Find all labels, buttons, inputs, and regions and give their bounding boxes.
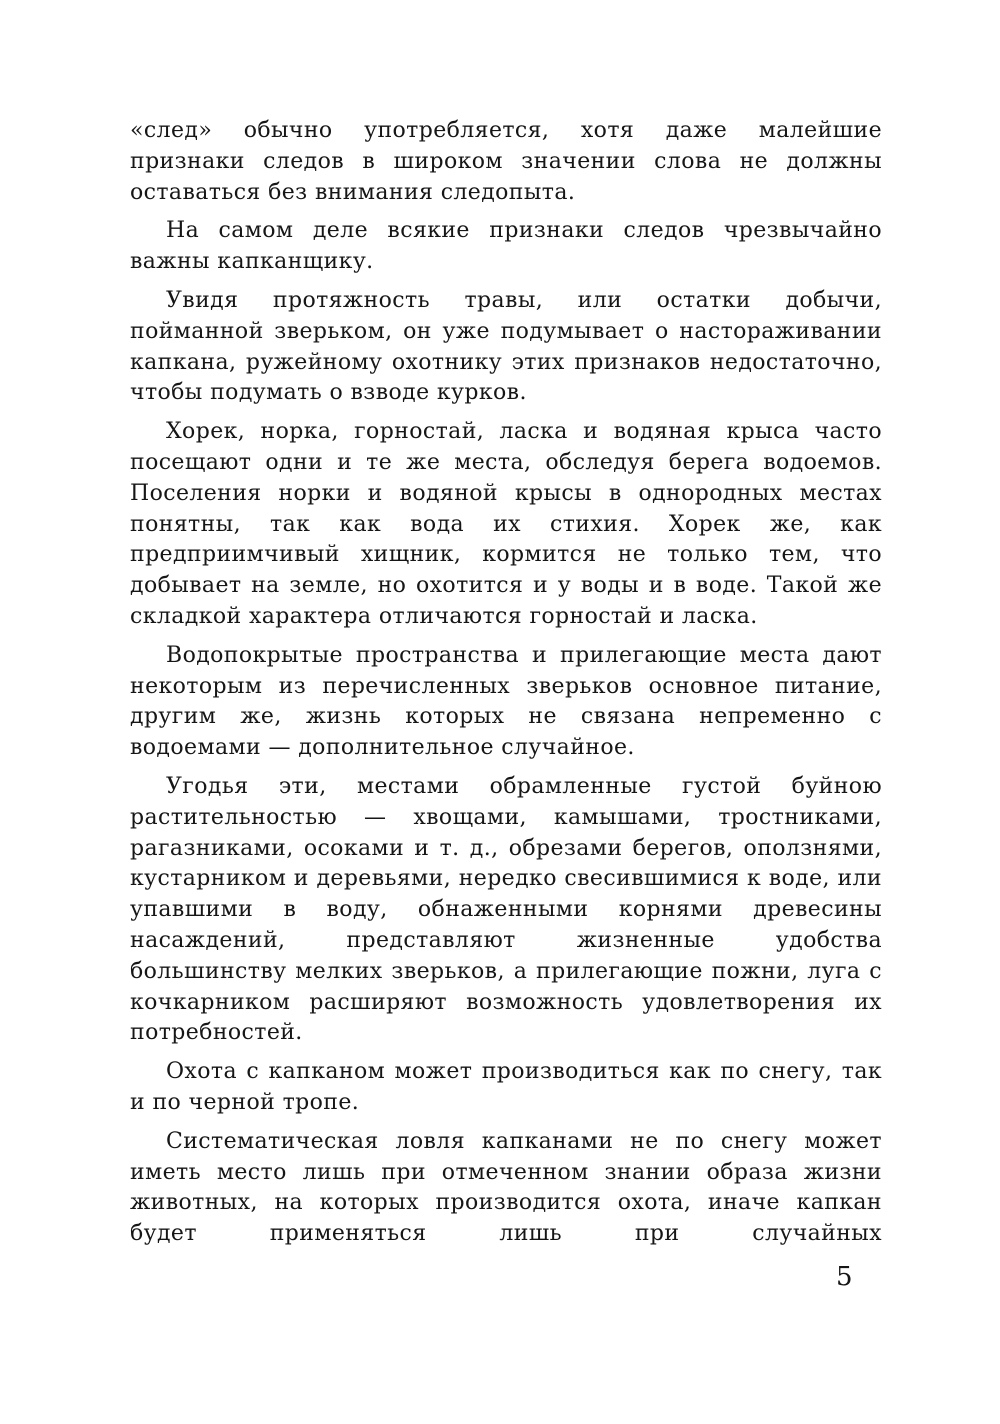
paragraph-8: Систематическая ловля капканами не по снегу может иметь место лишь при отмеченном знании образа жизни животных, на которых производится охота, иначе капкан будет применяться лишь при случайных xyxy=(130,1128,882,1247)
paragraph-6: Угодья эти, местами обрамленные густой буйною растительностью — хвощами, камышами, тростниками, рагазниками, осоками и т. д., обрезами берегов, оползнями, кустарником и деревьями, нередко свесившимися к воде, или упавшими в воду, обнаженными корнями древесины насаждений, представляют жизненные удобства большинству мелких зверьков, а прилегающие пожни, луга с кочкарником расширяют возможность удовлетворения их потребностей. xyxy=(130,773,882,1046)
paragraph-1: «след» обычно употребляется, хотя даже малейшие признаки следов в широком значении слова не должны оставаться без внимания следопыта. xyxy=(130,118,882,205)
body-text xyxy=(130,116,882,1258)
paragraph-5: Водопокрытые пространства и прилегающие места дают некоторым из перечисленных зверьков основное питание, другим же, жизнь которых не связана непременно с водоемами — дополнительное случайное. xyxy=(130,642,882,761)
paragraph-3: Увидя протяжность травы, или остатки добычи, пойманной зверьком, он уже подумывает о настораживании капкана, ружейному охотнику этих признаков недостаточно, чтобы подумать о взводе курков. xyxy=(130,287,882,406)
paragraph-4: Хорек, норка, горностай, ласка и водяная крыса часто посещают одни и те же места, обследуя берега водоемов. Поселения норки и водяной крысы в однородных местах понятны, так как вода их стихия. Хорек же, как предприимчивый хищник, кормится не только тем, что добывает на земле, но охотится и у воды и в воде. Такой же складкой характера отличаются горностай и ласка. xyxy=(130,419,882,629)
page-number: 5 xyxy=(836,1262,853,1292)
paragraph-7: Охота с капканом может производиться как по снегу, так и по черной тропе. xyxy=(130,1059,882,1115)
paragraph-2: На самом деле всякие признаки следов чрезвычайно важны капканщику. xyxy=(130,218,882,275)
